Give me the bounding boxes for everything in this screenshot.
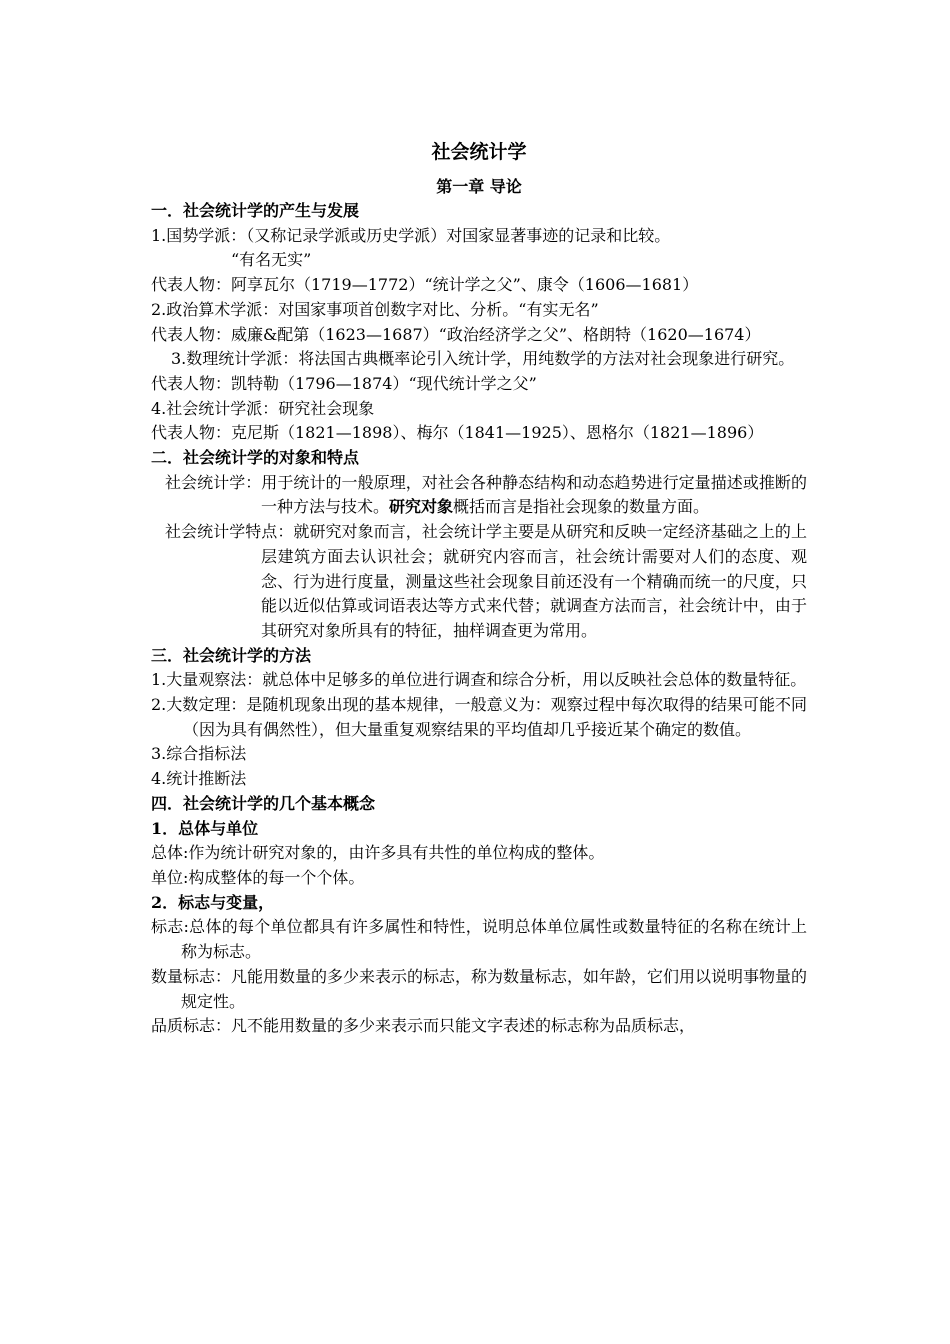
- paragraph: 代表人物：克尼斯（1821—1898）、梅尔（1841—1925）、恩格尔（1821—1896）: [151, 423, 764, 443]
- section-4-heading: 四．社会统计学的几个基本概念: [151, 793, 376, 813]
- paragraph: 代表人物：阿享瓦尔（1719—1772）“统计学之父”、康令（1606—1681）: [151, 275, 699, 295]
- paragraph-text: 社会统计学：用于统计的一般原理，对社会各种静态结构和动态趋势进行定量描述或推断的一种方法与技术。: [165, 472, 807, 517]
- section-3-heading: 三．社会统计学的方法: [151, 645, 312, 665]
- paragraph: 1.国势学派：（又称记录学派或历史学派）对国家显著事迹的记录和比较。: [151, 225, 671, 245]
- paragraph: 2.大数定理：是随机现象出现的基本规律，一般意义为：观察过程中每次取得的结果可能不同（因为具有偶然性），但大量重复观察结果的平均值却几乎接近某个确定的数值。: [151, 695, 807, 739]
- section-2-heading: 二．社会统计学的对象和特点: [151, 448, 360, 468]
- paragraph: 4.统计推断法: [151, 769, 247, 789]
- section-1-heading: 一．社会统计学的产生与发展: [151, 201, 360, 220]
- paragraph: 3.综合指标法: [151, 744, 247, 764]
- document-body: [151, 139, 807, 1039]
- paragraph: 品质标志：凡不能用数量的多少来表示而只能文字表述的标志称为品质标志，: [151, 1016, 696, 1036]
- paragraph: 代表人物：凯特勒（1796—1874）“现代统计学之父”: [151, 373, 537, 393]
- paragraph: 总体:作为统计研究对象的，由许多具有共性的单位构成的整体。: [151, 843, 605, 863]
- research-object-term: 研究对象: [389, 497, 454, 517]
- paragraph: [151, 471, 807, 520]
- paragraph-text: 概括而言是指社会现象的数量方面。: [453, 497, 710, 517]
- paragraph: 数量标志：凡能用数量的多少来表示的标志，称为数量标志，如年龄，它们用以说明事物量的规定性。: [151, 966, 808, 1011]
- paragraph: 2.政治算术学派：对国家事项首创数字对比、分析。“有实无名”: [151, 299, 599, 319]
- paragraph: 社会统计学特点：就研究对象而言，社会统计学主要是从研究和反映一定经济基础之上的上层建筑方面去认识社会；就研究内容而言，社会统计需要对人们的态度、观念、行为进行度量，测量这些社会现象目前还没有一个精确而统一的尺度，只能以近似估算或词语表达等方式来代替；就调查方法而言，社会统计中，由于其研究对象所具有的特征，抽样调查更为常用。: [165, 522, 807, 640]
- subsection-heading: 1．总体与单位: [151, 818, 259, 838]
- paragraph: “有名无实”: [231, 250, 312, 270]
- paragraph: 单位:构成整体的每一个个体。: [151, 867, 365, 887]
- document-title: 社会统计学: [431, 141, 527, 163]
- subsection-heading: 2．标志与变量，: [151, 892, 275, 912]
- paragraph: 4.社会统计学派：研究社会现象: [151, 398, 375, 418]
- chapter-heading: 第一章 导论: [436, 177, 522, 196]
- paragraph: 代表人物：威廉&配第（1623—1687）“政治经济学之父”、格朗特（1620—1674）: [151, 324, 761, 344]
- paragraph: 1.大量观察法：就总体中足够多的单位进行调查和综合分析，用以反映社会总体的数量特征。: [151, 670, 807, 690]
- paragraph: 标志:总体的每个单位都具有许多属性和特性，说明总体单位属性或数量特征的名称在统计上称为标志。: [151, 917, 807, 962]
- paragraph: 3.数理统计学派：将法国古典概率论引入统计学，用纯数学的方法对社会现象进行研究。: [171, 349, 795, 369]
